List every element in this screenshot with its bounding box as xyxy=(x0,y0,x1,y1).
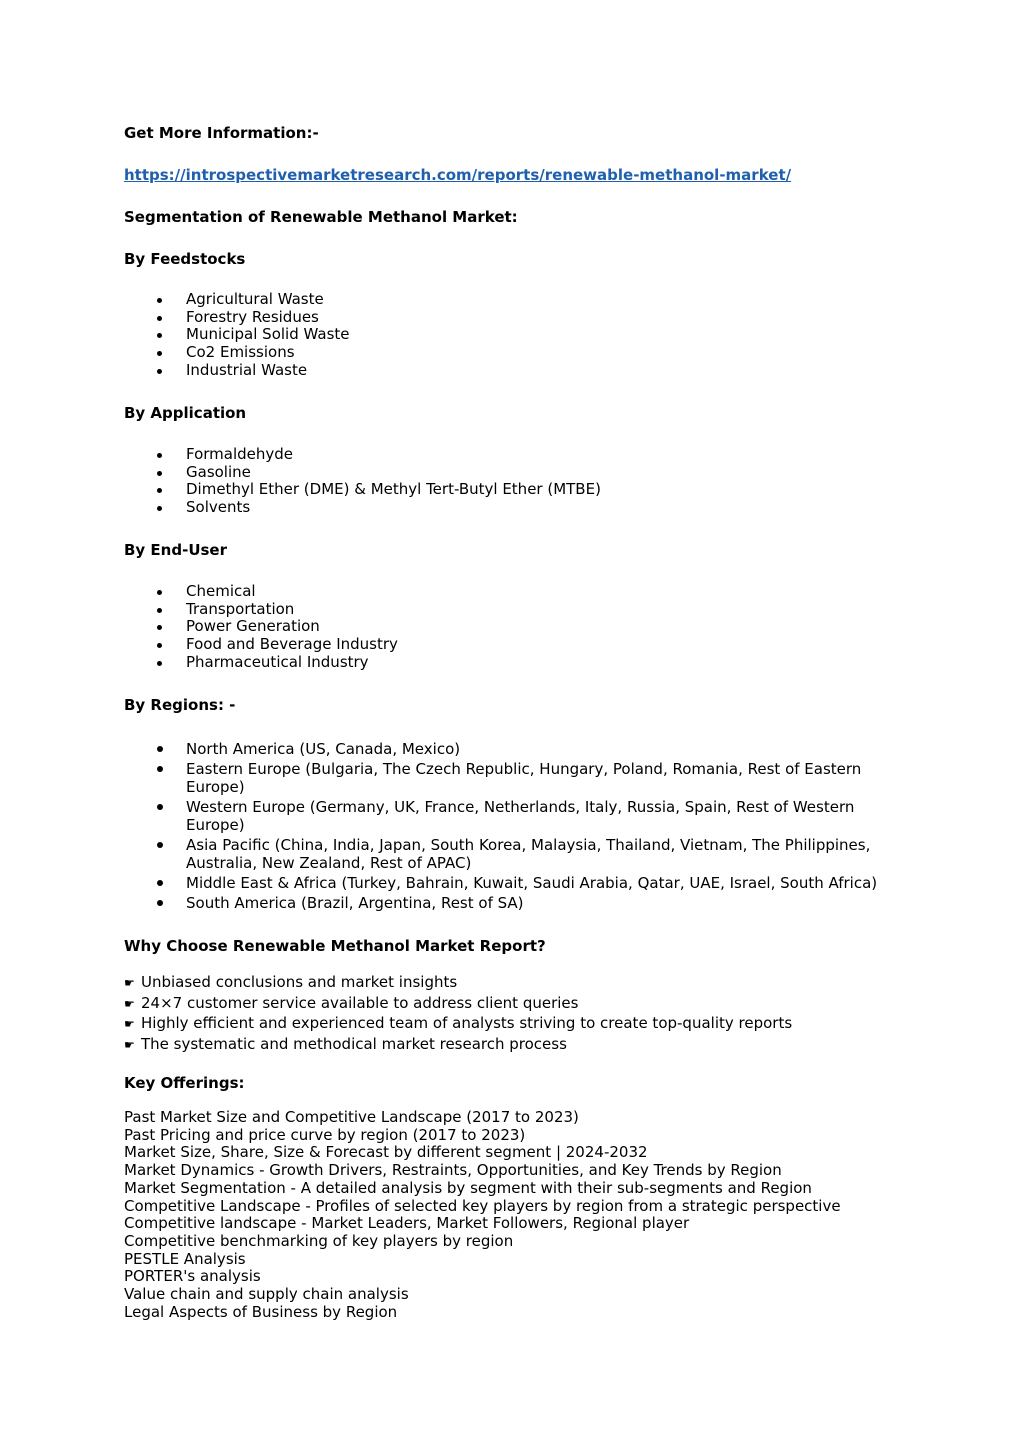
list-item: Market Segmentation - A detailed analysis by segment with their sub-segments and Region xyxy=(124,1178,812,1197)
list-item: ☛ Unbiased conclusions and market insights xyxy=(124,973,904,994)
list-item: Asia Pacific (China, India, Japan, South Korea, Malaysia, Thailand, Vietnam, The Philippines, Australia, New Zealand, Rest of APAC) xyxy=(124,836,904,872)
list-item: South America (Brazil, Argentina, Rest of SA) xyxy=(124,894,904,912)
bullet-icon xyxy=(157,488,162,493)
bullet-icon xyxy=(157,351,162,356)
list-item: Food and Beverage Industry xyxy=(124,636,904,654)
list-item: Industrial Waste xyxy=(124,362,904,380)
end-user-heading: By End-User xyxy=(124,541,228,559)
bullet-icon xyxy=(157,804,163,810)
bullet-icon xyxy=(157,766,163,772)
list-item: Value chain and supply chain analysis xyxy=(124,1285,409,1304)
list-item: Middle East & Africa (Turkey, Bahrain, Kuwait, Saudi Arabia, Qatar, UAE, Israel, South Africa) xyxy=(124,874,904,892)
list-item: Pharmaceutical Industry xyxy=(124,654,904,672)
bullet-icon xyxy=(157,506,162,511)
report-link[interactable]: https://introspectivemarketresearch.com/reports/renewable-methanol-market/ xyxy=(124,166,792,184)
feedstocks-heading: By Feedstocks xyxy=(124,250,246,268)
list-item: ☛ Highly efficient and experienced team of analysts striving to create top-quality reports xyxy=(124,1014,904,1035)
why-heading: Why Choose Renewable Methanol Market Report? xyxy=(124,937,546,955)
bullet-icon xyxy=(157,453,162,458)
list-item: Formaldehyde xyxy=(124,446,904,464)
regions-heading: By Regions: - xyxy=(124,696,236,714)
bullet-icon xyxy=(157,298,162,303)
application-heading: By Application xyxy=(124,404,247,422)
list-item: Municipal Solid Waste xyxy=(124,326,904,344)
regions-list xyxy=(124,740,904,914)
list-item: Past Pricing and price curve by region (2017 to 2023) xyxy=(124,1125,526,1144)
list-item: Eastern Europe (Bulgaria, The Czech Republic, Hungary, Poland, Romania, Rest of Eastern Europe) xyxy=(124,760,904,796)
list-item: Competitive benchmarking of key players by region xyxy=(124,1231,514,1250)
bullet-icon xyxy=(157,880,163,886)
list-item: PORTER's analysis xyxy=(124,1267,261,1286)
list-item: Market Size, Share, Size & Forecast by different segment | 2024-2032 xyxy=(124,1143,648,1162)
list-item: Agricultural Waste xyxy=(124,291,904,309)
bullet-icon xyxy=(157,900,163,906)
why-list xyxy=(124,973,904,1055)
bullet-icon xyxy=(157,369,162,374)
bullet-icon xyxy=(157,746,163,752)
pointing-hand-icon: ☛ xyxy=(124,1017,135,1032)
list-item: Dimethyl Ether (DME) & Methyl Tert-Butyl Ether (MTBE) xyxy=(124,481,904,499)
feedstocks-list xyxy=(124,291,904,380)
list-item: Competitive Landscape - Profiles of selected key players by region from a strategic perspective xyxy=(124,1196,841,1215)
bullet-icon xyxy=(157,590,162,595)
bullet-icon xyxy=(157,471,162,476)
list-item: ☛ The systematic and methodical market research process xyxy=(124,1035,904,1056)
pointing-hand-icon: ☛ xyxy=(124,996,135,1011)
list-item: Gasoline xyxy=(124,464,904,482)
offerings-heading: Key Offerings: xyxy=(124,1074,245,1092)
list-item: Co2 Emissions xyxy=(124,344,904,362)
list-item: Solvents xyxy=(124,499,904,517)
bullet-icon xyxy=(157,842,163,848)
list-item: ☛ 24×7 customer service available to address client queries xyxy=(124,994,904,1015)
bullet-icon xyxy=(157,625,162,630)
list-item: Western Europe (Germany, UK, France, Netherlands, Italy, Russia, Spain, Rest of Western Europe) xyxy=(124,798,904,834)
list-item: Chemical xyxy=(124,583,904,601)
list-item: Competitive landscape - Market Leaders, Market Followers, Regional player xyxy=(124,1214,690,1233)
pointing-hand-icon: ☛ xyxy=(124,1037,135,1052)
list-item: Power Generation xyxy=(124,618,904,636)
list-item: North America (US, Canada, Mexico) xyxy=(124,740,904,758)
list-item: PESTLE Analysis xyxy=(124,1249,246,1268)
list-item: Legal Aspects of Business by Region xyxy=(124,1302,398,1321)
list-item: Transportation xyxy=(124,601,904,619)
offerings-list xyxy=(124,1109,904,1321)
list-item: Past Market Size and Competitive Landscape (2017 to 2023) xyxy=(124,1108,579,1126)
segmentation-heading: Segmentation of Renewable Methanol Market: xyxy=(124,208,518,226)
list-item: Forestry Residues xyxy=(124,309,904,327)
end-user-list xyxy=(124,583,904,672)
application-list xyxy=(124,446,904,517)
bullet-icon xyxy=(157,333,162,338)
pointing-hand-icon: ☛ xyxy=(124,976,135,990)
bullet-icon xyxy=(157,316,162,321)
bullet-icon xyxy=(157,608,162,613)
list-item: Market Dynamics - Growth Drivers, Restraints, Opportunities, and Key Trends by Region xyxy=(124,1161,782,1180)
info-heading: Get More Information:- xyxy=(124,124,319,142)
bullet-icon xyxy=(157,661,162,666)
bullet-icon xyxy=(157,643,162,648)
